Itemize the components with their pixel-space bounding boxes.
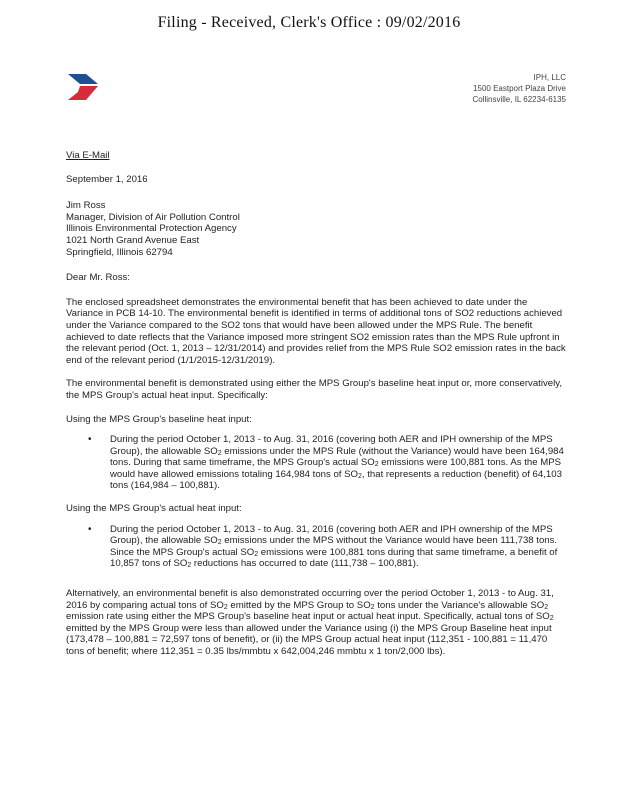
bullet-item-actual	[66, 524, 566, 570]
subscript: 2	[358, 472, 362, 480]
text-run: Alternatively, an environmental benefit is also demonstrated occurring over the period October 1, 2013 - to Aug. 31, 2016 by comparing actual tons of SO	[66, 588, 554, 611]
text-run: During the period October 1, 2013 - to Aug. 31, 2016 (covering both AER and IPH ownership of the MPS Group), the allowable SO	[110, 523, 553, 547]
text-run: emissions under the MPS without the Variance would have been 111,738 tons. Since the MPS Group's actual SO	[110, 535, 558, 558]
paragraph-method: The environmental benefit is demonstrated using either the MPS Group's baseline heat input or, more conservatively, the MPS Group's actual heat input. Specifically:	[66, 378, 562, 401]
company-logo-icon	[66, 72, 100, 102]
text-run: emissions were 100,881 tons. As the MPS would have allowed emissions totaling 164,984 tons of SO	[110, 457, 561, 480]
recipient-line: Manager, Division of Air Pollution Control	[66, 211, 240, 223]
paragraph-intro: The enclosed spreadsheet demonstrates the environmental benefit that has been achieved to date under the Variance in PCB 14-10. The environmental benefit is identified in terms of additional tons of SO2 reductions achieved under the Variance compared to the SO2 tons that would have been allowed under the MPS Rule. The benefit achieved to date reflects that the Variance imposed more stringent SO2 emission rates than the MPS Rule upfront in the relevant period (Oct. 1, 2013 – 12/31/2014) and provides relief from the MPS Rule SO2 emission rates in the back end of the relevant period (1/1/2015-12/31/2019).	[66, 296, 566, 366]
subscript: 2	[370, 603, 375, 611]
bullet-list-actual	[66, 524, 566, 570]
recipient-line: 1021 North Grand Avenue East	[66, 234, 200, 246]
text-run: reductions has occurred to date (111,738 – 100,881).	[191, 558, 419, 570]
subscript: 2	[374, 461, 379, 469]
bullet-list-baseline	[66, 434, 566, 492]
filing-stamp: Filing - Received, Clerk's Office : 09/02/2016	[157, 14, 461, 31]
text-run: , that represents a reduction (benefit) of 64,103 tons (164,984 – 100,881).	[110, 468, 562, 492]
subscript: 2	[217, 539, 222, 547]
company-address-block	[472, 72, 566, 105]
letter-body	[66, 150, 566, 670]
text-run: emissions were 100,881 tons during that same timeframe, a benefit of 10,857 tons of SO	[110, 546, 558, 570]
company-address-line1: 1500 Eastport Plaza Drive	[473, 84, 566, 93]
subscript: 2	[217, 449, 222, 457]
letter-date: September 1, 2016	[66, 173, 148, 185]
subscript: 2	[223, 603, 228, 611]
company-name: IPH, LLC	[533, 73, 566, 82]
subscript: 2	[254, 550, 259, 558]
paragraph-alternative	[66, 588, 566, 658]
recipient-line: Illinois Environmental Protection Agency	[66, 223, 237, 235]
delivery-method: Via E-Mail	[66, 150, 110, 161]
subscript: 2	[549, 615, 554, 623]
subscript: 2	[187, 562, 192, 570]
text-run: tons under the Variance's allowable SO	[374, 599, 545, 611]
text-run: emitted by the MPS Group to SO	[227, 599, 371, 611]
heading-actual: Using the MPS Group's actual heat input:	[66, 503, 242, 515]
text-run: emissions under the MPS Rule (without the Variance) would have been 164,984 tons. During that same timeframe, the MPS Group's actual SO	[110, 445, 564, 469]
text-run: During the period October 1, 2013 - to Aug. 31, 2016 (covering both AER and IPH ownership of the MPS Group), the allowable SO	[110, 434, 553, 457]
salutation: Dear Mr. Ross:	[66, 272, 130, 284]
company-address-line2: Collinsville, IL 62234-6135	[472, 95, 566, 104]
subscript: 2	[544, 603, 549, 611]
recipient-line: Springfield, Illinois 62794	[66, 246, 173, 258]
bullet-icon: •	[88, 434, 92, 446]
bullet-item-baseline	[66, 434, 566, 492]
bullet-icon: •	[88, 523, 92, 535]
text-run: emitted by the MPS Group were less than allowed under the Variance using (i) the MPS Group Baseline heat input (173,478 – 100,881 = 72,597 tons of benefit), or (ii) the MPS Group actual heat input (112,351 - 100,881 = 11,470 tons of benefit; where 112,351 = 0.35 lbs/mmbtu x 642,004,246 mmbtu x 1 ton/2,000 lbs).	[66, 622, 552, 657]
text-run: emission rate using either the MPS Group's baseline heat input or actual heat input. Specifically, actual tons of SO	[66, 611, 550, 623]
recipient-block	[66, 200, 566, 258]
recipient-line: Jim Ross	[66, 200, 106, 212]
heading-baseline: Using the MPS Group's baseline heat input:	[66, 413, 252, 425]
